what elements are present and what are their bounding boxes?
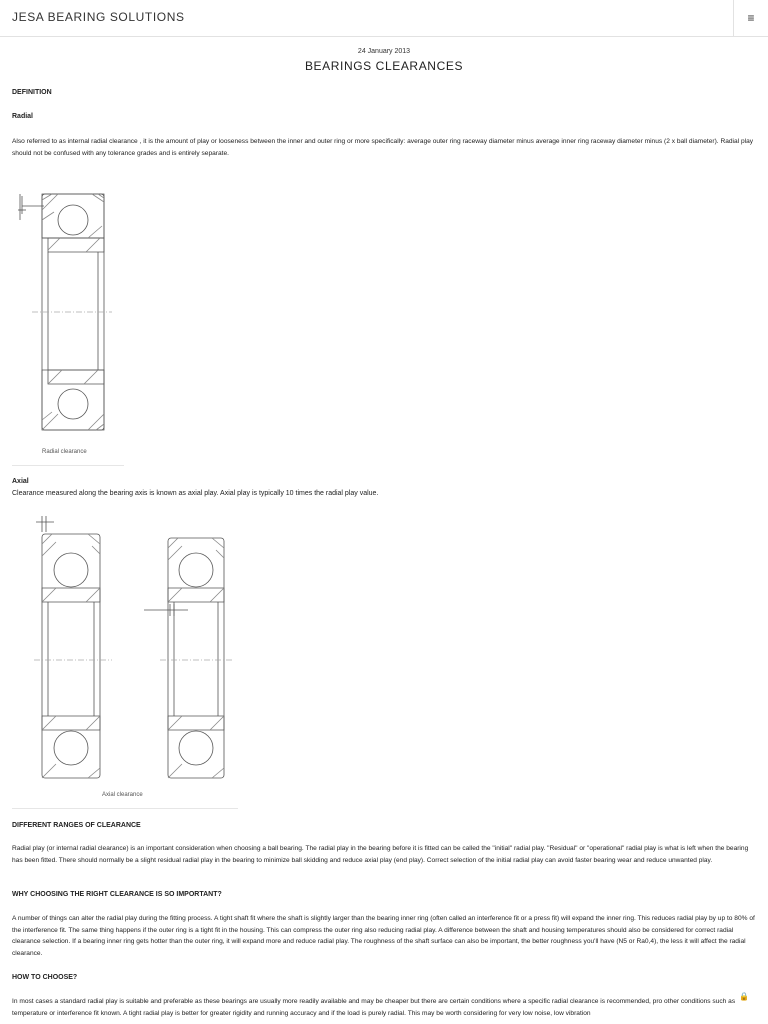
definition-heading: DEFINITION (12, 89, 52, 96)
axial-clearance-figure (12, 510, 242, 785)
axial-heading: Axial (12, 478, 29, 485)
post-date: 24 January 2013 (357, 48, 411, 55)
lock-icon[interactable]: 🔒 (739, 992, 749, 1001)
how-heading: HOW TO CHOOSE? (12, 974, 78, 981)
axial-figure-caption: Axial clearance (102, 792, 143, 798)
radial-heading: Radial (12, 113, 34, 120)
site-title[interactable]: JESA BEARING SOLUTIONS (12, 10, 185, 24)
top-bar (0, 0, 768, 37)
ranges-paragraph: Radial play (or internal radial clearance) is an important consideration when choosing a ball bearing. The radial play in the bearing before it is fitted can be called the "initial" radial play. "Residual" or "operational" radial play is what is left when the bearing has been fitted. There should normally be a slight residual radial play in the bearing to minimize ball skidding and reduce axial play (end play). Correct selection of the initial radial play can avoid faster bearing wear and reduce unwanted play. (12, 845, 749, 864)
radial-paragraph: Also referred to as internal radial clearance , it is the amount of play or looseness between the inner and outer ring or more specifically: average outer ring raceway diameter minus average inner ring raceway diameter minus (2 x ball diameter). Radial play should not be confused with any tolerance grades and is entirely separate. (12, 138, 754, 157)
axial-paragraph: Clearance measured along the bearing axis is known as axial play. Axial play is typically 10 times the radial play value. (12, 490, 379, 497)
radial-clearance-figure (12, 180, 122, 440)
figure-divider (12, 808, 238, 809)
radial-figure-caption: Radial clearance (42, 449, 87, 455)
why-heading: WHY CHOOSING THE RIGHT CLEARANCE IS SO IMPORTANT? (12, 891, 222, 898)
how-paragraph: In most cases a standard radial play is suitable and preferable as these bearings are usually more readily available and may be cheaper but there are certain conditions where a specific radial clearance is recommended, pro other conditions such as temperature or interference fit known. A tight radial play is better for greater rigidity and running accuracy and if the load is purely radial. This may be worth considering for very low noise, low vibration (12, 998, 736, 1017)
why-paragraph: A number of things can alter the radial play during the fitting process. A tight shaft fit where the shaft is slightly larger than the bearing inner ring (often called an interference fit or a press fit) will expand the inner ring. This reduces radial play by up to 80% of the interference fit. The same thing happens if the outer ring is a tight fit in the housing. This can compress the outer ring also reducing radial play. A difference between the shaft and housing temperatures should also be considered for correct radial clearance selection. If a bearing inner ring gets hotter than the outer ring, it will expand more and reduce radial play. The roughness of the shaft surface can also be important, the better roughness you'll have (N5 or Ra0,4), the less it will affect the radial clearance. (12, 915, 755, 957)
ranges-heading: DIFFERENT RANGES OF CLEARANCE (12, 822, 141, 829)
menu-icon[interactable]: ≡ (733, 0, 768, 36)
page-title: BEARINGS CLEARANCES (304, 59, 464, 73)
figure-divider (12, 465, 124, 466)
